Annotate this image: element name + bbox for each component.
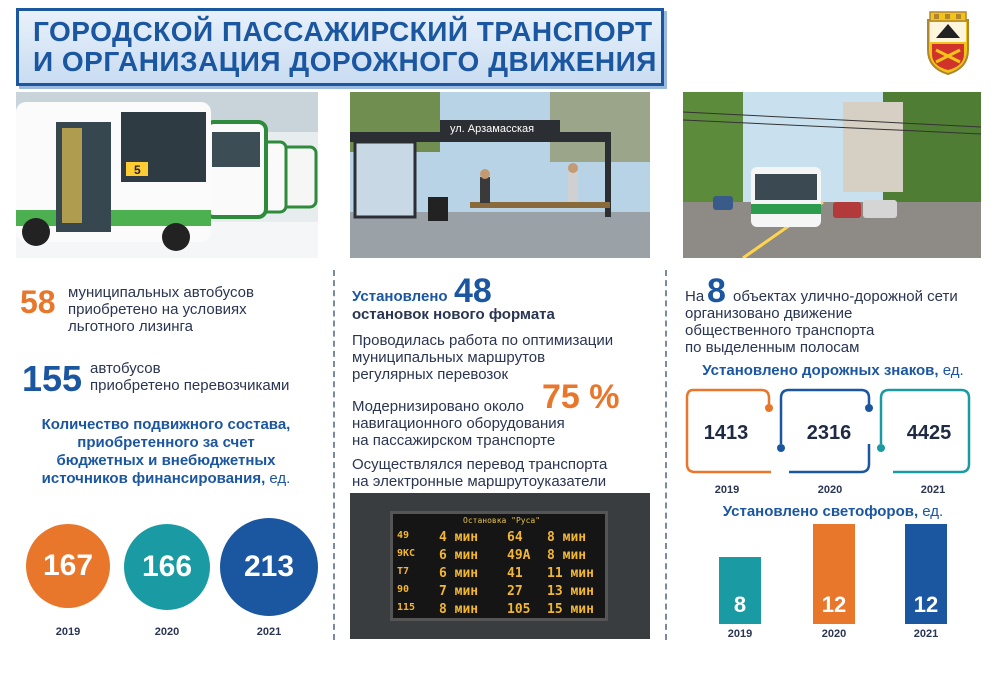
modernization-line1: Модернизировано около (352, 398, 525, 415)
road-signs-label (683, 362, 983, 380)
lanes-line4: по выделенным полосам (685, 339, 860, 356)
arrival-board-cell: 8 мин (547, 530, 587, 545)
route-optimization-line2: муниципальных маршрутов (352, 349, 546, 366)
column-divider-left (333, 270, 335, 640)
new-stops-prefix: Установлено (352, 288, 448, 305)
modernization-line2: навигационного оборудования (352, 415, 565, 432)
route-optimization-line1: Проводилась работа по оптимизации (352, 332, 614, 349)
arrival-board-row (397, 584, 605, 602)
arrival-board-cell: 49А (507, 548, 531, 563)
arrival-board-row (397, 530, 605, 548)
arrival-board-row (397, 566, 605, 584)
traffic-lights-year-2019: 2019 (727, 628, 753, 640)
electronic-signs-line1: Осуществлялся перевод транспорта (352, 456, 608, 473)
arrival-board-cell: 15 мин (547, 602, 594, 617)
stop-name-sign: ул. Арзамасская (450, 123, 535, 135)
lanes-text (685, 288, 985, 356)
column-divider-right (665, 270, 667, 640)
rolling-stock-label-line3: бюджетных и внебюджетных (56, 452, 276, 469)
arrival-board-header: Остановка "Руса" (463, 516, 541, 525)
arrival-board-row (397, 602, 605, 620)
stat-text-58-line2: приобретено на условиях (68, 301, 247, 318)
traffic-lights-bar-2019: 8 (719, 557, 761, 624)
traffic-lights-label (683, 503, 983, 521)
modernization-line3: на пассажирском транспорте (352, 432, 556, 449)
arrival-board-cell: 13 мин (547, 584, 594, 599)
stock-circle-2021: 213 (220, 518, 318, 616)
stock-circle-2020: 166 (124, 524, 210, 610)
lanes-prefix: На (685, 288, 705, 305)
stat-text-58-line1: муниципальных автобусов (68, 284, 254, 301)
title-line-2: И ОРГАНИЗАЦИЯ ДОРОЖНОГО ДВИЖЕНИЯ (33, 46, 657, 77)
arrival-board-rows (397, 530, 605, 620)
road-signs-unit: ед. (942, 362, 964, 379)
road-signs-value-2020: 2316 (806, 422, 852, 444)
stat-new-stops (350, 272, 660, 322)
header-banner (16, 8, 664, 86)
stat-number-58: 58 (20, 284, 56, 320)
electronic-signs-line2: на электронные маршрутоуказатели (352, 473, 607, 490)
arrival-board-cell: 27 (507, 584, 523, 599)
arrival-board-cell: Т7 (397, 566, 410, 577)
traffic-lights-bar-2021: 12 (905, 524, 947, 624)
photo-bus-stop (350, 92, 650, 258)
stat-text-58 (68, 284, 254, 335)
lanes-number: 8 (707, 272, 726, 310)
arrival-board-cell: 11 мин (547, 566, 594, 581)
road-signs-year-2020: 2020 (817, 484, 843, 496)
traffic-lights-unit: ед. (922, 503, 944, 520)
stock-circle-2019: 167 (26, 524, 110, 608)
road-signs-label-text: Установлено дорожных знаков, (702, 362, 939, 379)
stat-text-58-line3: льготного лизинга (68, 318, 194, 335)
arrival-board-screen (390, 511, 608, 621)
arrival-board-cell: 105 (507, 602, 531, 617)
arrival-board-row (397, 548, 605, 566)
photo-trolleybus (683, 92, 981, 258)
lanes-line2: организовано движение (685, 305, 853, 322)
arrival-board-cell: 8 мин (547, 548, 587, 563)
title-line-1: ГОРОДСКОЙ ПАССАЖИРСКИЙ ТРАНСПОРТ (33, 16, 653, 47)
stat-buses-carriers (16, 358, 326, 402)
photo-arrival-board (350, 493, 650, 639)
lanes-line3: общественного транспорта (685, 322, 875, 339)
route-optimization-text (352, 332, 652, 383)
arrival-board-cell: 49 (397, 530, 410, 541)
stat-number-155: 155 (22, 358, 83, 399)
stat-buses-leasing (16, 280, 326, 340)
modernization-text (352, 398, 565, 449)
modernization-block (352, 380, 652, 448)
modernization-percent: 75 % (542, 378, 620, 416)
new-stops-number: 48 (454, 272, 492, 310)
road-signs-year-2021: 2021 (920, 484, 946, 496)
traffic-lights-label-text: Установлено светофоров, (722, 503, 919, 520)
arrival-board-cell: 4 мин (439, 530, 479, 545)
route-optimization-line3: регулярных перевозок (352, 366, 509, 383)
lanes-line1: объектах улично-дорожной сети (733, 288, 958, 305)
rolling-stock-label-line2: приобретенного за счет (77, 434, 255, 451)
road-signs-value-2019: 1413 (703, 422, 749, 444)
photo-buses (16, 92, 318, 258)
traffic-lights-chart (683, 520, 983, 640)
arrival-board-cell: 64 (507, 530, 523, 545)
bus-route-sign: 5 (134, 163, 141, 177)
road-signs-year-2019: 2019 (714, 484, 740, 496)
rolling-stock-label (16, 416, 316, 488)
rolling-stock-label-line4 (16, 470, 316, 488)
rolling-stock-label-line1: Количество подвижного состава, (41, 416, 291, 433)
stat-text-155-line1: автобусов (90, 360, 161, 377)
traffic-lights-year-2020: 2020 (821, 628, 847, 640)
arrival-board-cell: 9КС (397, 548, 416, 559)
arrival-board-cell: 6 мин (439, 566, 479, 581)
traffic-lights-year-2021: 2021 (913, 628, 939, 640)
arrival-board-cell: 115 (397, 602, 416, 613)
arrival-board-cell: 90 (397, 584, 410, 595)
stock-year-2020: 2020 (154, 626, 180, 638)
traffic-lights-bar-2020: 12 (813, 524, 855, 624)
stock-year-2021: 2021 (256, 626, 282, 638)
arrival-board-cell: 8 мин (439, 602, 479, 617)
stat-text-155 (90, 360, 289, 394)
stat-dedicated-lanes (683, 272, 983, 356)
rolling-stock-label-line4-text: источников финансирования, (41, 470, 266, 487)
stat-text-155-line2: приобретено перевозчиками (90, 377, 290, 394)
arrival-board-cell: 6 мин (439, 548, 479, 563)
stock-year-2019: 2019 (55, 626, 81, 638)
arrival-board-cell: 41 (507, 566, 523, 581)
new-stops-suffix: остановок нового формата (352, 306, 555, 323)
electronic-signs-text (352, 456, 652, 490)
road-signs-value-2021: 4425 (906, 422, 952, 444)
arrival-board-cell: 7 мин (439, 584, 479, 599)
page-title (33, 17, 673, 77)
rolling-stock-unit: ед. (269, 470, 291, 487)
city-emblem-icon (920, 10, 976, 76)
